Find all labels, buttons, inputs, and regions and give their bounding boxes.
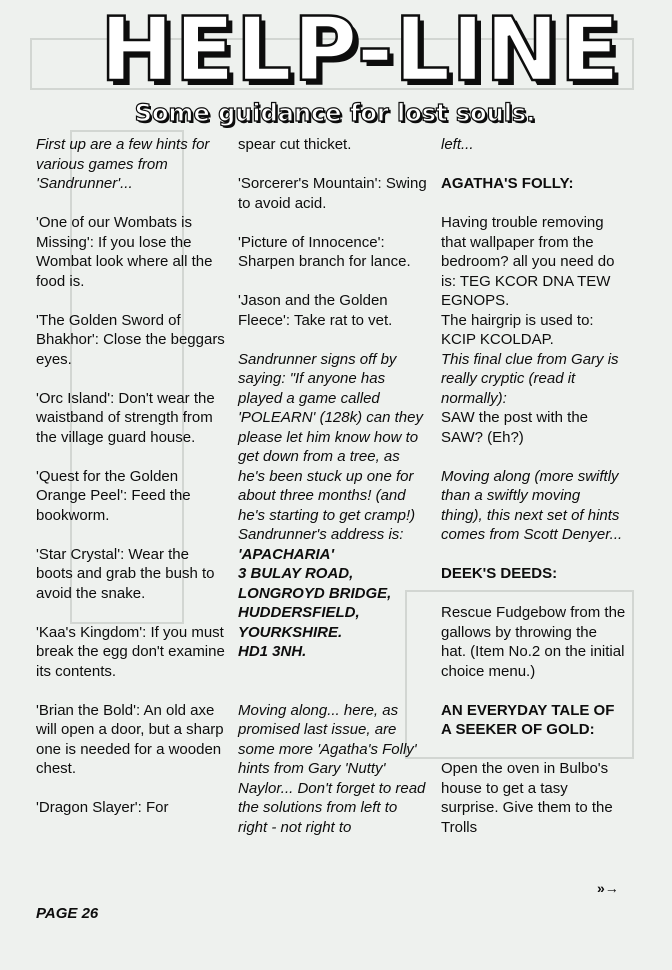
page-title: HELP-LINE xyxy=(100,0,621,101)
cryptic-intro-text: This final clue from Gary is really cryptic (read it normally): xyxy=(441,350,619,407)
hint-paragraph: Having trouble removing that wallpaper from the bedroom? all you need do is: TEG KCOR DNA TEW EGNOPS. xyxy=(441,214,615,309)
hint-paragraph: spear cut thicket. xyxy=(238,136,352,153)
moving-along-text: Moving along... here, as promised last issue, are some more 'Agatha's Folly' hints from Gary 'Nutty' Naylor... Don't forget to read the solutions from left to right - not right to xyxy=(238,701,426,836)
address-line: 3 BULAY ROAD, xyxy=(238,565,354,582)
address-line: HUDDERSFIELD, xyxy=(238,604,360,621)
hint-paragraph: 'The Golden Sword of Bhakhor': Close the beggars eyes. xyxy=(36,311,225,368)
hint-paragraph: The hairgrip is used to: KCIP KCOLDAP. xyxy=(441,311,594,348)
cryptic-clue: SAW the post with the SAW? (Eh?) xyxy=(441,409,589,446)
address-line: 'APACHARIA' xyxy=(238,545,335,563)
hint-paragraph: 'Star Crystal': Wear the boots and grab the bush to avoid the snake. xyxy=(36,545,215,602)
hint-paragraph: 'Quest for the Golden Orange Peel': Feed the bookworm. xyxy=(36,467,191,524)
section-heading-agatha: AGATHA'S FOLLY: xyxy=(441,175,574,192)
page-number: PAGE 26 xyxy=(36,905,99,922)
hint-paragraph: 'Picture of Innocence': Sharpen branch for lance. xyxy=(238,233,411,270)
column-1 xyxy=(36,135,226,818)
address-line: LONGROYD BRIDGE, xyxy=(238,584,392,602)
continuation-text: left... xyxy=(441,136,474,153)
signoff-text: Sandrunner signs off by saying: "If anyone has played a game called 'POLEARN' (128k) can they please let him know how to get down from a tree, as he's been stuck up one for about three months! (and he's starting to get cramp!) Sandrunner's address is: xyxy=(238,350,423,543)
hint-paragraph: 'Dragon Slayer': For xyxy=(36,799,169,816)
address-line: YOURKSHIRE. xyxy=(238,623,343,641)
hint-paragraph: 'Jason and the Golden Fleece': Take rat to vet. xyxy=(238,292,393,329)
hint-paragraph: Open the oven in Bulbo's house to get a tasy surprise. Give them to the Trolls xyxy=(441,760,613,836)
hint-paragraph: 'Brian the Bold': An old axe will open a door, but a sharp one is needed for a wooden chest. xyxy=(36,701,224,777)
section-heading-deek: DEEK'S DEEDS: xyxy=(441,565,558,582)
intro-text: First up are a few hints for various games from 'Sandrunner'... xyxy=(36,136,210,192)
masthead xyxy=(100,0,621,101)
continue-arrow-icon: »→ xyxy=(597,880,619,896)
moving-along-text: Moving along (more swiftly than a swiftly moving thing), this next set of hints comes from Scott Denyer... xyxy=(441,467,623,543)
column-3 xyxy=(441,135,626,837)
hint-paragraph: 'Sorcerer's Mountain': Swing to avoid acid. xyxy=(238,175,427,212)
hint-paragraph: 'Kaa's Kingdom': If you must break the egg don't examine its contents. xyxy=(36,623,225,680)
hint-paragraph: 'Orc Island': Don't wear the waistband of strength from the village guard house. xyxy=(36,389,215,446)
hint-paragraph: 'One of our Wombats is Missing': If you lose the Wombat look where all the food is. xyxy=(36,214,213,290)
page-subtitle: Some guidance for lost souls. xyxy=(134,99,536,127)
hint-paragraph: Rescue Fudgebow from the gallows by throwing the hat. (Item No.2 on the initial choice menu.) xyxy=(441,604,626,680)
section-heading-tale: AN EVERYDAY TALE OF A SEEKER OF GOLD: xyxy=(441,701,615,738)
address-line: HD1 3NH. xyxy=(238,643,307,660)
column-2 xyxy=(238,135,428,837)
